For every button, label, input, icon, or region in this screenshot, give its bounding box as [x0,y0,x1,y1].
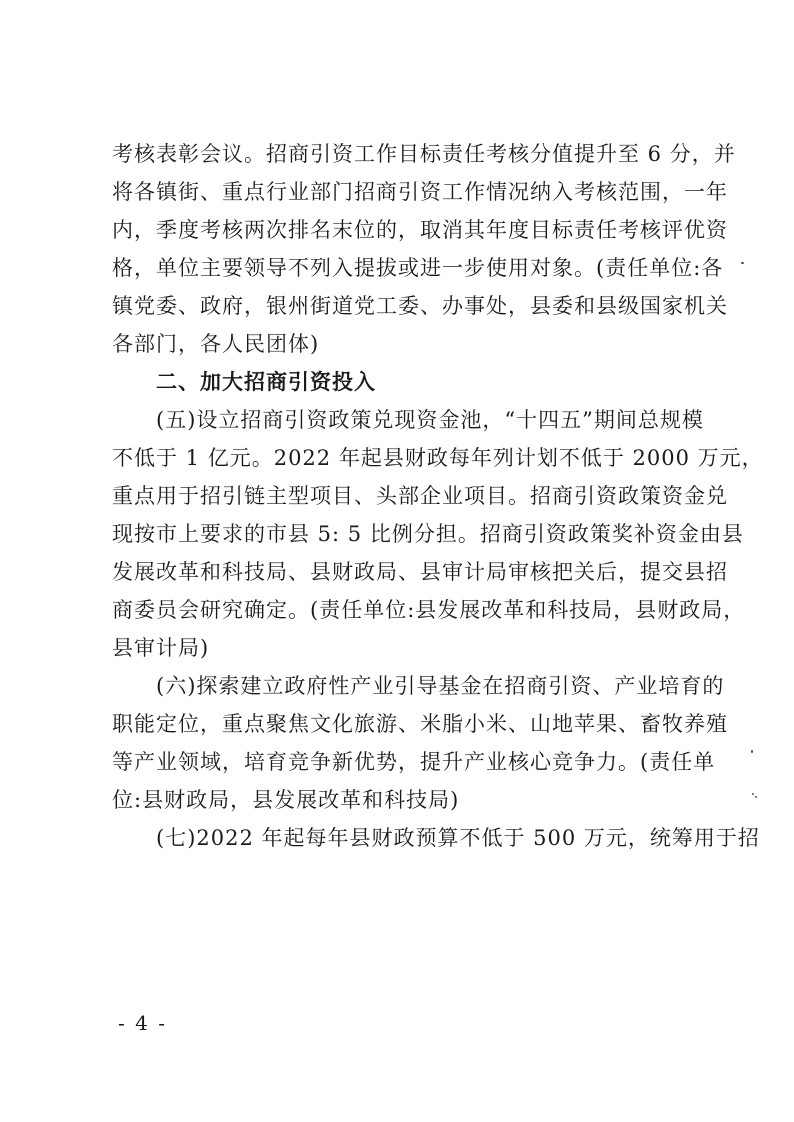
text-line-5: 镇党委、政府，银州街道党工委、办事处，县委和县级国家机关 [112,294,728,318]
text-line-8: (五)设立招商引资政策兑现资金池，“十四五”期间总规模 [156,408,704,432]
text-line-6: 各部门，各人民团体) [112,332,320,356]
text-line-1: 考核表彰会议。招商引资工作目标责任考核分值提升至 6 分，并 [112,142,736,166]
page-number: - 4 - [118,1011,167,1035]
scan-speck [741,262,744,264]
text-line-14: 县审计局) [112,636,210,660]
text-line-13: 商委员会研究确定。(责任单位:县发展改革和科技局，县财政局， [112,598,746,622]
text-line-10: 重点用于招引链主型项目、头部企业项目。招商引资政策资金兑 [112,484,728,508]
text-line-4: 格，单位主要领导不列入提拔或进一步使用对象。(责任单位:各 [112,256,724,280]
scan-speck [755,796,757,798]
text-line-16: 职能定位，重点聚焦文化旅游、米脂小米、山地苹果、畜牧养殖 [112,712,728,736]
text-line-9: 不低于 1 亿元。2022 年起县财政每年列计划不低于 2000 万元， [112,446,764,470]
section-heading: 二、加大招商引资投入 [156,370,376,394]
text-line-19: (七)2022 年起每年县财政预算不低于 500 万元，统筹用于招 [156,826,760,850]
text-line-18: 位:县财政局，县发展改革和科技局) [112,788,460,812]
scan-speck [751,750,753,753]
text-line-3: 内，季度考核两次排名末位的，取消其年度目标责任考核评优资 [112,218,728,242]
body-text [112,135,764,857]
scan-speck [752,793,754,795]
text-line-12: 发展改革和科技局、县财政局、县审计局审核把关后，提交县招 [112,560,728,584]
text-line-15: (六)探索建立政府性产业引导基金在招商引资、产业培育的 [156,674,725,698]
text-line-17: 等产业领域，培育竞争新优势，提升产业核心竞争力。(责任单 [112,750,716,774]
text-line-11: 现按市上要求的市县 5: 5 比例分担。招商引资政策奖补资金由县 [112,522,744,546]
text-line-2: 将各镇街、重点行业部门招商引资工作情况纳入考核范围，一年 [112,180,728,204]
